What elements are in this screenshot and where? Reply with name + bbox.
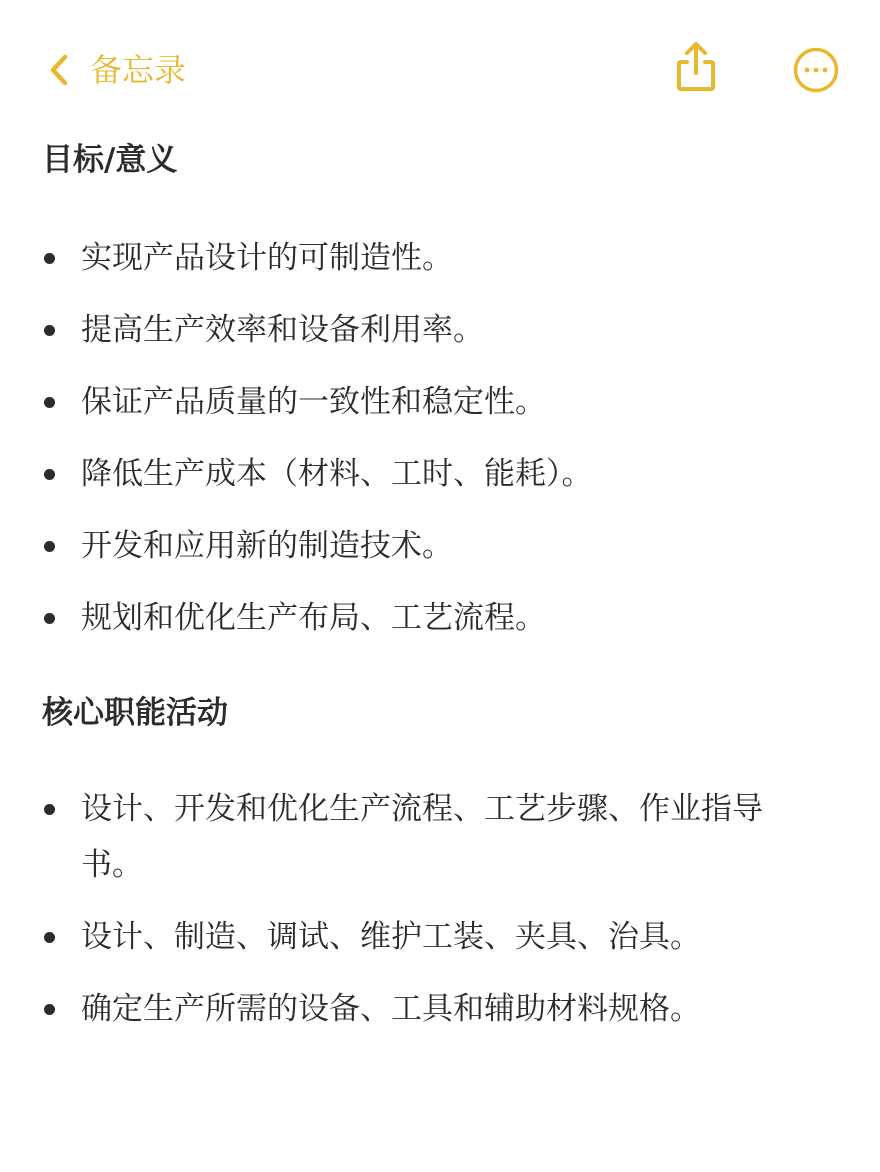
bullet-dot <box>44 541 55 552</box>
share-button[interactable] <box>672 40 720 96</box>
back-button[interactable] <box>48 44 186 96</box>
list-item <box>0 981 880 1037</box>
list-item <box>0 590 880 646</box>
section-heading: 目标/意义 <box>42 142 178 178</box>
section-heading: 核心职能活动 <box>42 695 228 731</box>
list-item-text: 开发和应用新的制造技术。 <box>81 528 453 564</box>
navigation-bar <box>0 0 880 140</box>
list-item <box>0 302 880 358</box>
list-item <box>0 374 880 430</box>
list-item-text: 设计、制造、调试、维护工装、夹具、治具。 <box>81 919 701 955</box>
share-icon <box>672 81 720 100</box>
list-item <box>0 446 880 502</box>
list-item <box>0 518 880 574</box>
list-item-text: 确定生产所需的设备、工具和辅助材料规格。 <box>81 991 701 1027</box>
list-item-text: 提高生产效率和设备利用率。 <box>81 312 484 348</box>
bullet-dot <box>44 253 55 264</box>
back-label: 备忘录 <box>90 51 187 89</box>
bullet-dot <box>44 469 55 480</box>
bullet-dot <box>44 613 55 624</box>
more-icon <box>792 79 840 98</box>
more-button[interactable] <box>792 46 840 94</box>
bullet-dot <box>44 325 55 336</box>
list-item-text: 保证产品质量的一致性和稳定性。 <box>81 384 546 420</box>
bullet-dot <box>44 397 55 408</box>
list-item-text: 实现产品设计的可制造性。 <box>81 240 453 276</box>
list-item <box>0 230 880 286</box>
bullet-dot <box>44 804 55 815</box>
list-item-text: 设计、开发和优化生产流程、工艺步骤、作业指导书。 <box>81 791 763 883</box>
list-item-text: 规划和优化生产布局、工艺流程。 <box>81 600 546 636</box>
bullet-list <box>0 781 880 1037</box>
list-item <box>0 909 880 965</box>
bullet-list <box>0 230 880 646</box>
bullet-dot <box>44 1004 55 1015</box>
chevron-left-icon <box>48 53 70 87</box>
list-item <box>0 781 880 893</box>
bullet-dot <box>44 932 55 943</box>
list-item-text: 降低生产成本（材料、工时、能耗）。 <box>81 456 593 492</box>
